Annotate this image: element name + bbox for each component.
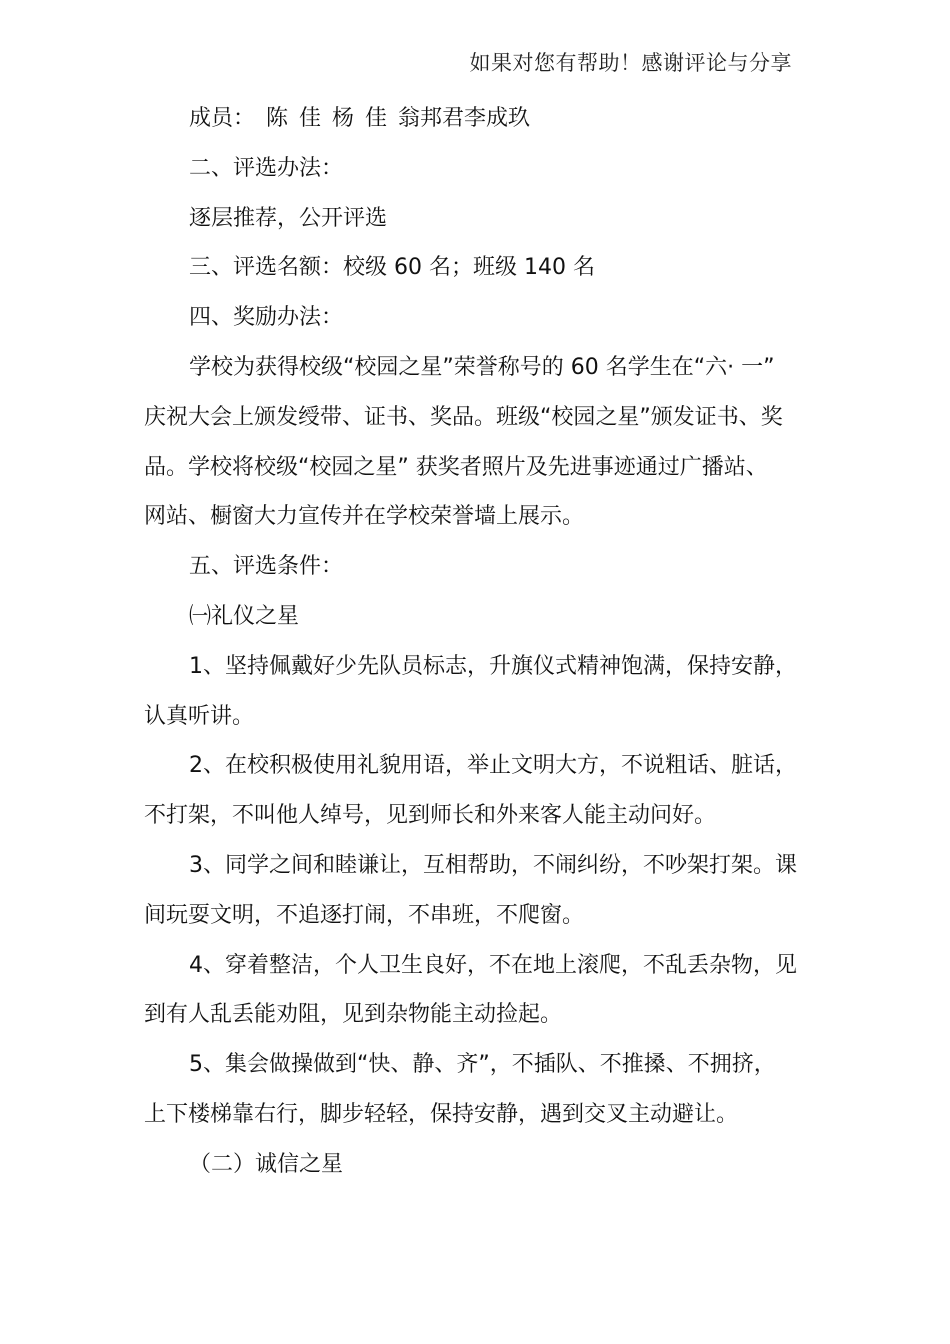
header-note: 如果对您有帮助！感谢评论与分享 [469,51,792,75]
list-item: 1、坚持佩戴好少先队员标志，升旗仪式精神饱满，保持安静， [189,653,797,679]
list-item: 3、同学之间和睦谦让，互相帮助，不闹纠纷，不吵架打架。课 [189,852,797,878]
list-item: 5、集会做操做到“快、静、齐”，不插队、不推搡、不拥挤， [189,1052,776,1078]
paragraph-line: 庆祝大会上颁发绶带、证书、奖品。班级“校园之星”颁发证书、奖 [144,404,783,430]
section-heading-reward: 四、奖励办法： [189,305,344,331]
list-item: 4、穿着整洁，个人卫生良好，不在地上滚爬，不乱丢杂物，见 [189,952,797,978]
paragraph-line: 逐层推荐，公开评选 [189,205,388,231]
paragraph-line: 品。学校将校级“校园之星” 获奖者照片及先进事迹通过广播站、 [144,454,768,480]
paragraph-line: 学校为获得校级“校园之星”荣誉称号的 60 名学生在“六· 一” [189,354,775,380]
document-body [144,94,820,1190]
subsection-heading-etiquette: ㈠礼仪之星 [189,603,300,629]
list-item-continuation: 不打架，不叫他人绰号，见到师长和外来客人能主动问好。 [144,803,717,829]
list-item-continuation: 上下楼梯靠右行，脚步轻轻，保持安静，遇到交叉主动避让。 [144,1101,739,1127]
list-item-continuation: 间玩耍文明，不追逐打闹，不串班，不爬窗。 [144,902,585,928]
subsection-heading-integrity: （二）诚信之星 [189,1151,344,1177]
list-item-continuation: 认真听讲。 [144,703,255,729]
section-heading-criteria: 五、评选条件： [189,554,344,580]
list-item-continuation: 到有人乱丢能劝阻，见到杂物能主动捡起。 [144,1002,563,1028]
paragraph-line: 网站、橱窗大力宣传并在学校荣誉墙上展示。 [144,504,585,530]
section-heading-method: 二、评选办法： [189,155,344,181]
list-item: 2、在校积极使用礼貌用语，举止文明大方，不说粗话、脏话， [189,753,797,779]
members-line: 成员： 陈 佳 杨 佳 翁邦君李成玖 [189,106,530,131]
section-heading-quota: 三、评选名额：校级 60 名；班级 140 名 [189,255,595,281]
